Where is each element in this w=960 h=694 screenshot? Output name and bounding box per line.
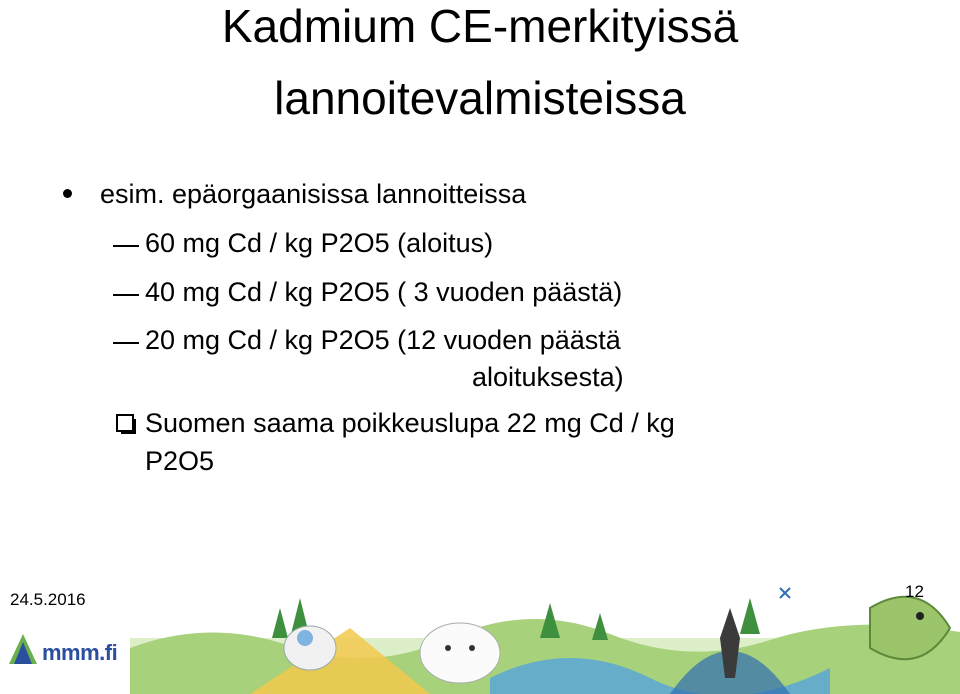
checkbox-bullet-icon [116,414,134,432]
slide-title-line1: Kadmium CE-merkityissä [221,0,739,52]
note-line1: Suomen saama poikkeuslupa 22 mg Cd / kg [145,408,675,438]
bullet-dot [63,189,72,198]
logo-text: mmm.fi [42,640,118,665]
bullet-text: esim. epäorgaanisissa lannoitteissa [100,179,527,209]
subitem-3: 20 mg Cd / kg P2O5 (12 vuoden päästä [145,325,621,355]
subitem-1: 60 mg Cd / kg P2O5 (aloitus) [145,228,494,258]
page-number: 12 [905,582,924,601]
footer-date: 24.5.2016 [10,590,86,609]
landscape-illustration [130,568,960,694]
dash-1 [113,245,139,247]
logo-mark-icon [8,632,38,666]
subitem-2: 40 mg Cd / kg P2O5 ( 3 vuoden päästä) [145,277,623,307]
note-line2: P2O5 [145,446,215,476]
slide-title-line2: lannoitevalmisteissa [274,72,686,124]
subitem-3-continuation: aloituksesta) [472,362,624,392]
dash-2 [113,294,139,296]
dash-3 [113,342,139,344]
